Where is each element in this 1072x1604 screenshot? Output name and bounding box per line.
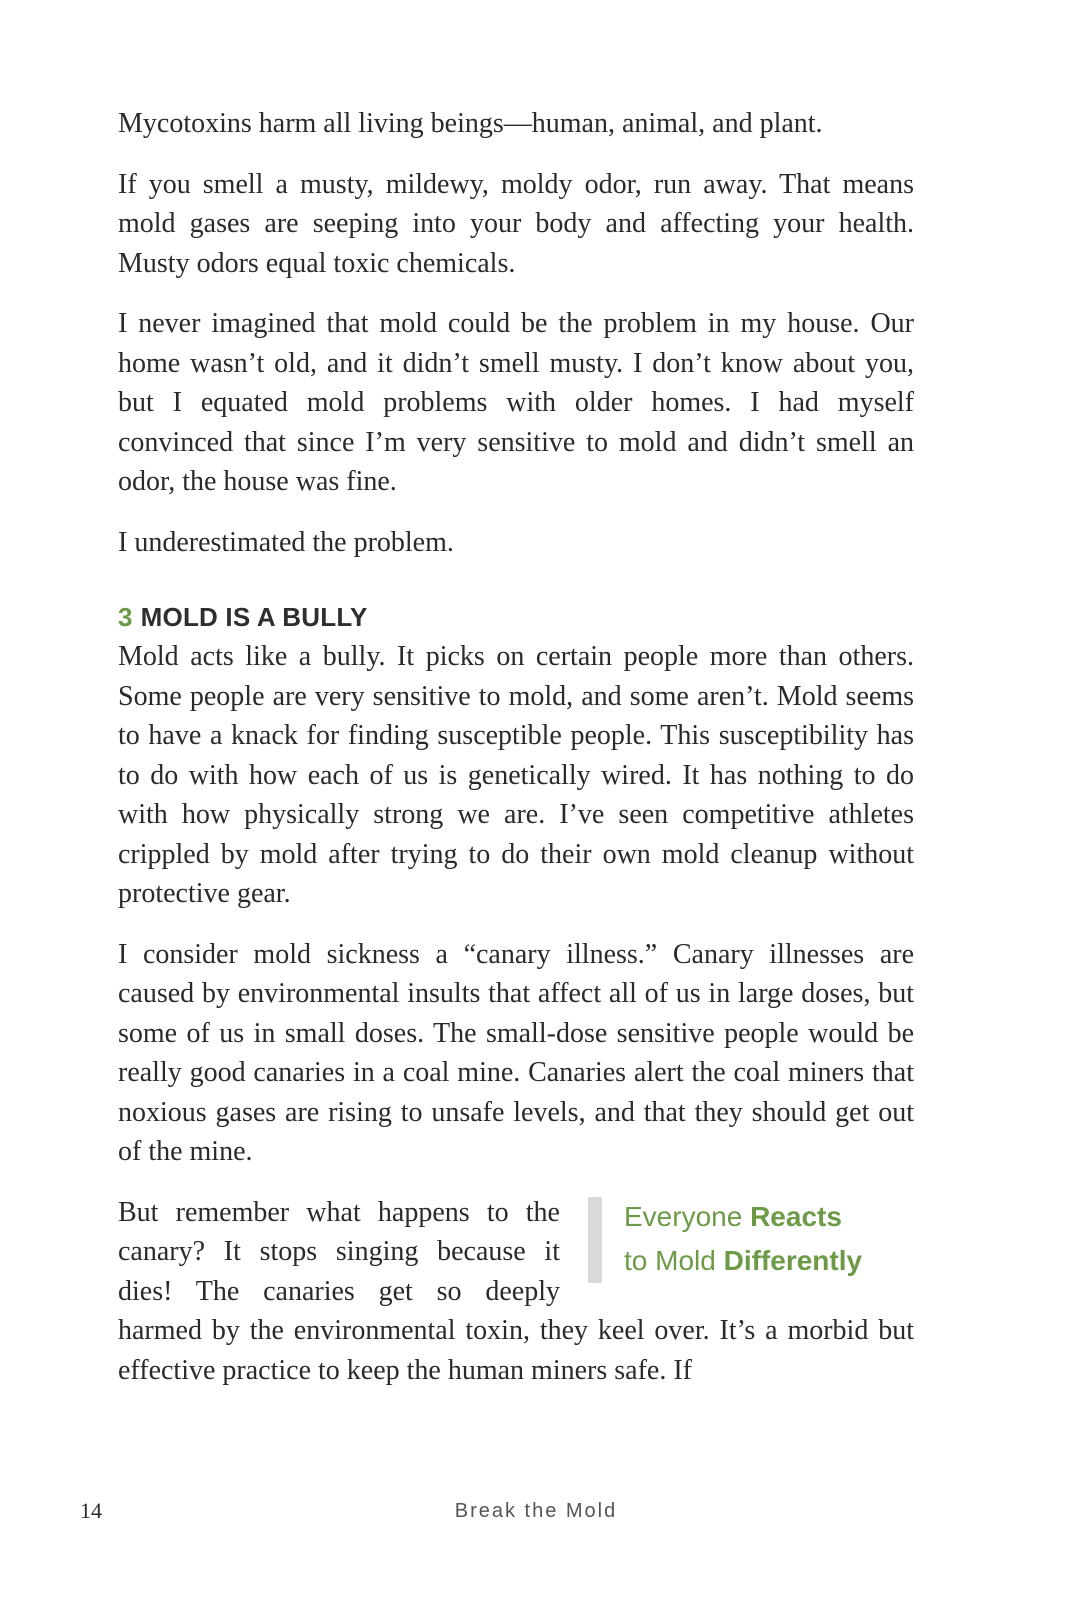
- paragraph-canary-illness: I consider mold sickness a “canary illness.” Canary illnesses are caused by environmental insults that affect all of us in large doses, but some of us in small doses. The small-dose sensitive people would be really good canaries in a coal mine. Canaries alert the coal miners that noxious gases are rising to unsafe levels, and that they should get out of the mine.: [118, 938, 914, 1167]
- paragraph-bully: Mold acts like a bully. It picks on certain people more than others. Some people are very sensitive to mold, and some aren’t. Mold seems to have a knack for finding susceptible people. This susceptibility has to do with how each of us is genetically wired. It has nothing to do with how physically strong we are. I’ve seen competitive athletes crippled by mold after trying to do their own mold cleanup without protective gear.: [118, 641, 914, 909]
- paragraph-musty-smell: If you smell a musty, mildewy, moldy odor, run away. That means mold gases are seeping into your body and affecting your health. Musty odors equal toxic chemicals.: [118, 168, 914, 279]
- paragraph-never-imagined: I never imagined that mold could be the problem in my house. Our home wasn’t old, and it didn’t smell musty. I don’t know about you, but I equated mold problems with older homes. I had myself convinced that since I’m very sensitive to mold and didn’t smell an odor, the house was fine.: [118, 308, 914, 497]
- pull-quote: [588, 1197, 914, 1283]
- pull-quote-bar: [588, 1197, 602, 1283]
- paragraph-underestimated: I underestimated the problem.: [118, 526, 454, 558]
- pull-quote-word-to-mold: to Mold: [624, 1244, 716, 1276]
- pull-quote-word-everyone: Everyone: [624, 1200, 743, 1232]
- section-heading: [118, 599, 914, 635]
- body-text-column: [118, 104, 914, 1411]
- pull-quote-word-reacts: Reacts: [750, 1200, 842, 1232]
- section-number: 3: [118, 602, 133, 632]
- paragraph-remember-canary: But remember what happens to the canary? It stops singing because it dies! The canaries get so deeply harmed by the environmental toxin, they keel over. It’s a morbid but effective practice to keep the human miners safe. If: [118, 1196, 914, 1386]
- section-title: MOLD IS A BULLY: [140, 602, 368, 632]
- paragraph-mycotoxins: Mycotoxins harm all living beings—human, animal, and plant.: [118, 108, 823, 139]
- page-number: 14: [80, 1498, 102, 1523]
- running-footer-title: Break the Mold: [454, 1500, 618, 1522]
- pull-quote-text: [624, 1195, 914, 1283]
- pull-quote-word-differently: Differently: [723, 1244, 863, 1276]
